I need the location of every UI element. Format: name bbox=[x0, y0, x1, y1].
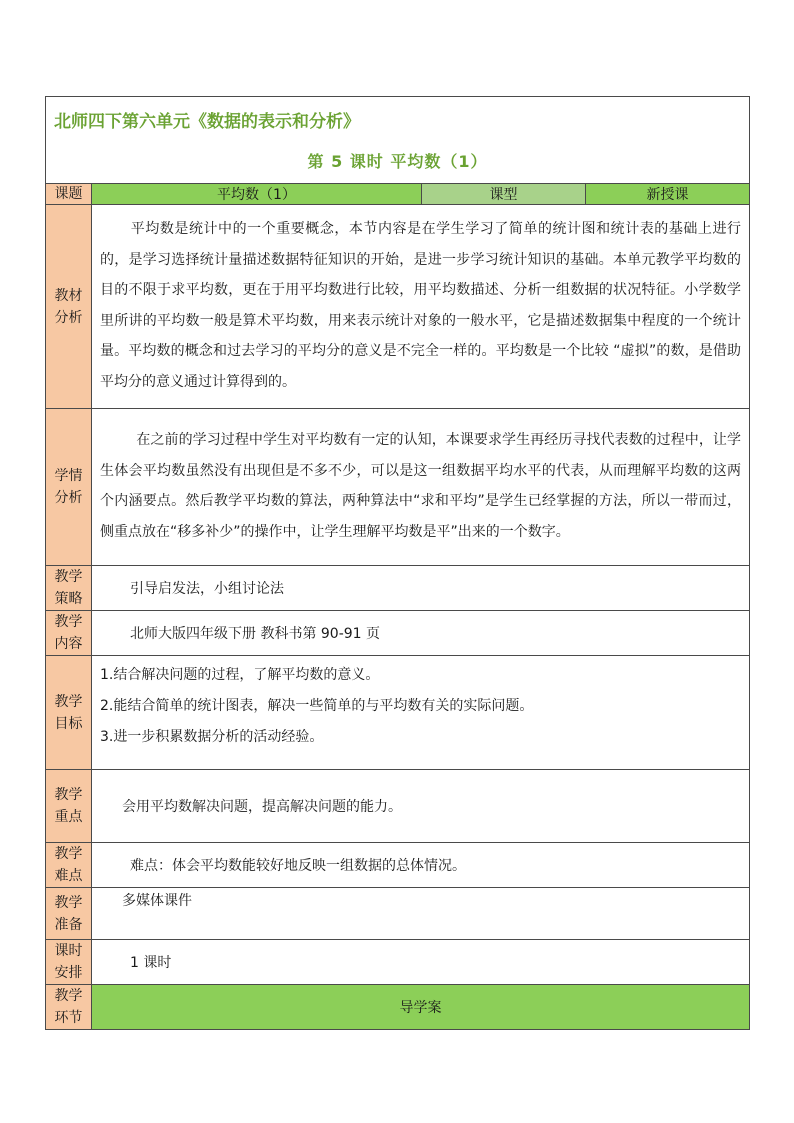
section-label-line2: 环节 bbox=[54, 1010, 83, 1026]
strategy-text: 引导启发法，小组讨论法 bbox=[92, 566, 750, 611]
schedule-row bbox=[46, 940, 750, 985]
content-label bbox=[46, 611, 92, 656]
goals-label-line1: 教学 bbox=[54, 693, 83, 710]
header-row bbox=[46, 97, 750, 184]
header-cell bbox=[46, 97, 750, 184]
schedule-label-line2: 安排 bbox=[54, 965, 83, 981]
section-label bbox=[46, 985, 92, 1030]
content-label-line2: 内容 bbox=[54, 636, 83, 652]
material-row bbox=[46, 205, 750, 409]
strategy-label bbox=[46, 566, 92, 611]
learner-label bbox=[46, 409, 92, 566]
section-label-line1: 教学 bbox=[54, 988, 83, 1004]
type-value: 新授课 bbox=[586, 184, 750, 205]
prep-label-line2: 准备 bbox=[54, 916, 83, 933]
material-label-line1: 教材 bbox=[54, 287, 83, 304]
strategy-label-line2: 策略 bbox=[54, 591, 83, 607]
learner-text: 在之前的学习过程中学生对平均数有一定的认知，本课要求学生再经历寻找代表数的过程中，让学生体会平均数虽然没有出现但是不多不少，可以是这一组数据平均水平的代表，从而理解平均数的这两个内涵要点。然后教学平均数的算法，两种算法中“求和平均”是学生已经掌握的方法，所以一带而过，侧重点放在“移多补少”的操作中，让学生理解平均数是平”出来的一个数字。 bbox=[92, 409, 750, 566]
lesson-plan-sheet bbox=[45, 96, 749, 1030]
goals-row bbox=[46, 656, 750, 770]
key-text: 会用平均数解决问题，提高解决问题的能力。 bbox=[92, 770, 750, 843]
key-label bbox=[46, 770, 92, 843]
learner-label-line2: 分析 bbox=[54, 490, 83, 506]
goals-list bbox=[92, 656, 750, 770]
goals-label bbox=[46, 656, 92, 770]
key-label-line1: 教学 bbox=[54, 787, 83, 803]
content-label-line1: 教学 bbox=[54, 614, 83, 630]
material-text: 平均数是统计中的一个重要概念，本节内容是在学生学习了简单的统计图和统计表的基础上进行的，是学习选择统计量描述数据特征知识的开始，是进一步学习统计知识的基础。本单元教学平均数的目的不限于求平均数，更在于用平均数进行比较，用平均数描述、分析一组数据的状况特征。小学数学里所讲的平均数一般是算术平均数，用来表示统计对象的一般水平，它是描述数据集中程度的一个统计量。平均数的概念和过去学习的平均分的意义是不完全一样的。平均数是一个比较 “虚拟”的数，是借助平均分的意义通过计算得到的。 bbox=[92, 205, 750, 409]
topic-row bbox=[46, 184, 750, 205]
topic-label: 课题 bbox=[46, 184, 92, 205]
key-row bbox=[46, 770, 750, 843]
content-row bbox=[46, 611, 750, 656]
key-label-line2: 重点 bbox=[54, 809, 83, 825]
lesson-plan-table bbox=[45, 96, 750, 1030]
learner-label-line1: 学情 bbox=[54, 468, 83, 484]
learner-row bbox=[46, 409, 750, 566]
difficulty-label-line2: 难点 bbox=[54, 868, 83, 884]
content-text: 北师大版四年级下册 教科书第 90-91 页 bbox=[92, 611, 750, 656]
schedule-label bbox=[46, 940, 92, 985]
schedule-label-line1: 课时 bbox=[54, 943, 83, 959]
prep-label bbox=[46, 888, 92, 940]
lesson-title: 第 5 课时 平均数（1） bbox=[307, 152, 488, 171]
strategy-row bbox=[46, 566, 750, 611]
difficulty-row bbox=[46, 843, 750, 888]
section-row bbox=[46, 985, 750, 1030]
difficulty-label-line1: 教学 bbox=[54, 846, 83, 862]
unit-title: 北师四下第六单元《数据的表示和分析》 bbox=[54, 112, 360, 132]
goals-label-line2: 目标 bbox=[54, 715, 83, 732]
goal-item: 3.进一步积累数据分析的活动经验。 bbox=[100, 729, 324, 745]
goal-item: 2.能结合简单的统计图表，解决一些简单的与平均数有关的实际问题。 bbox=[100, 698, 534, 714]
prep-label-line1: 教学 bbox=[54, 894, 83, 911]
section-text: 导学案 bbox=[92, 985, 750, 1030]
material-label bbox=[46, 205, 92, 409]
prep-row bbox=[46, 888, 750, 940]
prep-text: 多媒体课件 bbox=[92, 888, 750, 940]
difficulty-label bbox=[46, 843, 92, 888]
topic-value: 平均数（1） bbox=[92, 184, 422, 205]
type-label: 课型 bbox=[422, 184, 586, 205]
goal-item: 1.结合解决问题的过程，了解平均数的意义。 bbox=[100, 667, 380, 683]
strategy-label-line1: 教学 bbox=[54, 569, 83, 585]
difficulty-text: 难点：体会平均数能较好地反映一组数据的总体情况。 bbox=[92, 843, 750, 888]
material-label-line2: 分析 bbox=[54, 309, 83, 326]
schedule-text: 1 课时 bbox=[92, 940, 750, 985]
